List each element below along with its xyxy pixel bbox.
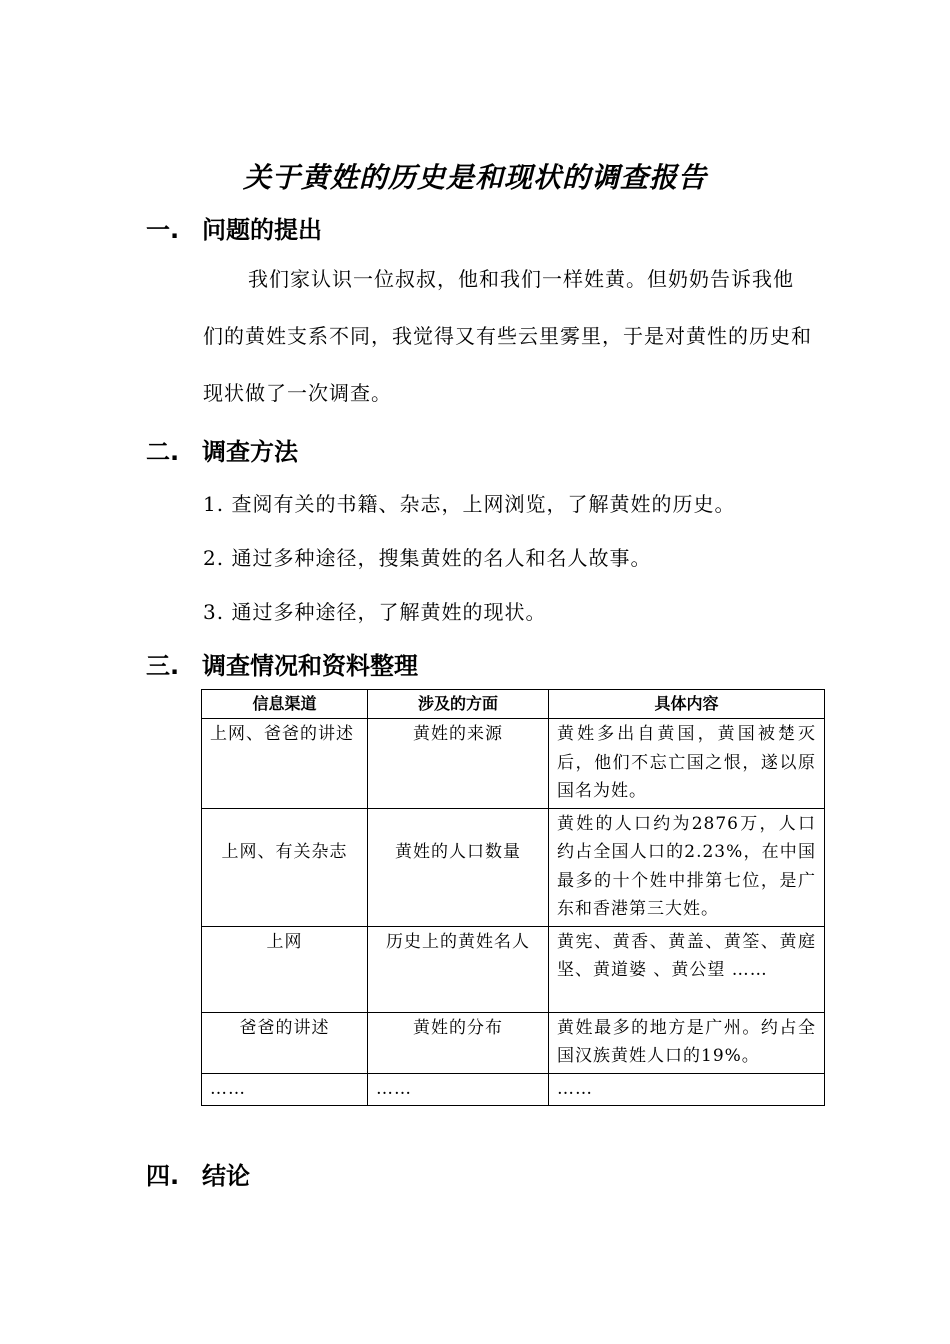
- table-cell: 黄姓的人口数量: [368, 808, 549, 926]
- section-number: 二.: [146, 438, 180, 466]
- table-cell: 上网、爸爸的讲述: [202, 719, 368, 809]
- section-heading-1: [146, 210, 322, 245]
- section-number: 一.: [146, 216, 180, 244]
- section-title: 结论: [202, 1162, 250, 1190]
- header-channel: 信息渠道: [202, 690, 368, 719]
- table-cell: 黄姓的人口约为2876万，人口约占全国人口的2.23%，在中国最多的十个姓中排第七位，是广东和香港第三大姓。: [549, 808, 825, 926]
- intro-paragraph: 我们家认识一位叔叔，他和我们一样姓黄。但奶奶告诉我他们的黄姓支系不同，我觉得又有些云里雾里，于是对黄性的历史和现状做了一次调查。: [203, 267, 812, 405]
- table-cell: 黄姓的来源: [368, 719, 549, 809]
- table-cell: 黄姓最多的地方是广州。约占全国汉族黄姓人口的19%。: [549, 1012, 825, 1073]
- table-row: [202, 1012, 825, 1073]
- header-content: 具体内容: [549, 690, 825, 719]
- section-number: 四.: [146, 1162, 180, 1190]
- section-heading-3: [146, 646, 418, 681]
- section-title: 调查方法: [202, 438, 298, 466]
- table-cell: ……: [202, 1073, 368, 1106]
- table-row: [202, 719, 825, 809]
- section-heading-4: [146, 1156, 250, 1191]
- table-header-row: [202, 690, 825, 719]
- table-cell: 黄姓的分布: [368, 1012, 549, 1073]
- section-title: 调查情况和资料整理: [202, 652, 418, 680]
- method-item-2: 2. 通过多种途径，搜集黄姓的名人和名人故事。: [203, 546, 652, 570]
- table-cell: 黄姓多出自黄国，黄国被楚灭后，他们不忘亡国之恨，遂以原国名为姓。: [549, 719, 825, 809]
- table-cell: 黄宪、黄香、黄盖、黄筌、黄庭坚、黄道婆 、黄公望 ……: [549, 926, 825, 1012]
- header-aspect: 涉及的方面: [368, 690, 549, 719]
- method-item-3: 3. 通过多种途径，了解黄姓的现状。: [203, 600, 547, 624]
- document-title: 关于黄姓的历史是和现状的调查报告: [242, 161, 707, 194]
- table-cell: ……: [368, 1073, 549, 1106]
- table-row: [202, 1073, 825, 1106]
- table-cell: 历史上的黄姓名人: [368, 926, 549, 1012]
- section-number: 三.: [146, 652, 180, 680]
- section-title: 问题的提出: [202, 216, 322, 244]
- table-cell: 上网、有关杂志: [202, 808, 368, 926]
- table-cell: 爸爸的讲述: [202, 1012, 368, 1073]
- table-row: [202, 808, 825, 926]
- table-cell: ……: [549, 1073, 825, 1106]
- method-item-1: 1. 查阅有关的书籍、杂志，上网浏览，了解黄姓的历史。: [203, 492, 736, 516]
- table-cell: 上网: [202, 926, 368, 1012]
- survey-table: [201, 689, 825, 1106]
- table-row: [202, 926, 825, 1012]
- section-heading-2: [146, 432, 298, 467]
